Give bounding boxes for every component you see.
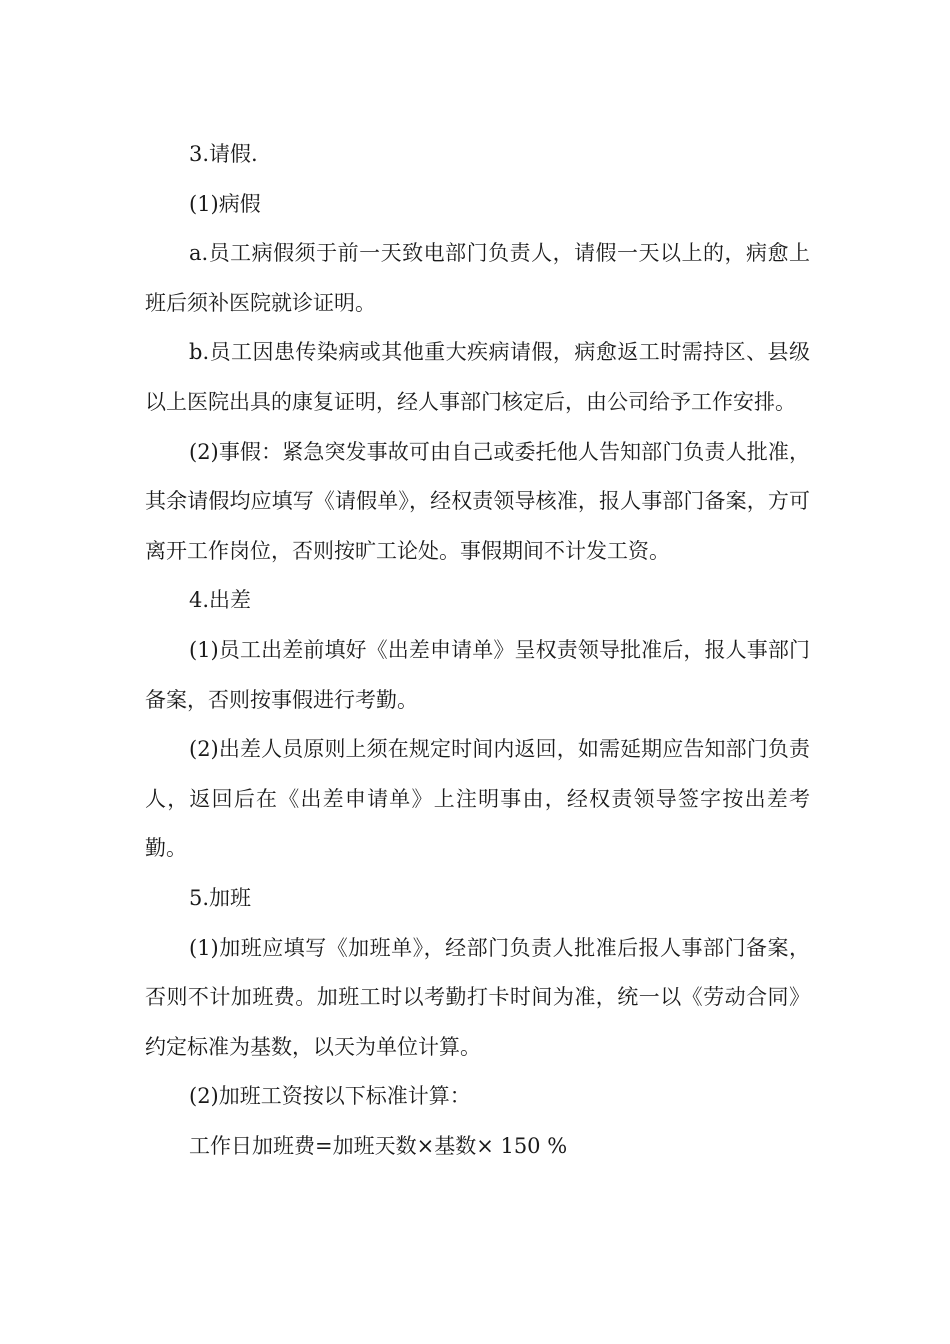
paragraph-business-trip-1: (1)员工出差前填好《出差申请单》呈权责领导批准后，报人事部门备案，否则按事假进行考勤。	[145, 637, 810, 712]
paragraph-overtime-1: (1)加班应填写《加班单》，经部门负责人批准后报人事部门备案，否则不计加班费。加班工时以考勤打卡时间为准，统一以《劳动合同》约定标准为基数，以天为单位计算。	[145, 935, 810, 1059]
section-heading-leave: 3.请假.	[189, 142, 258, 166]
paragraph-overtime-2: (2)加班工资按以下标准计算：	[189, 1084, 471, 1109]
paragraph-business-trip-2: (2)出差人员原则上须在规定时间内返回，如需延期应告知部门负责人，返回后在《出差申请单》上注明事由，经权责领导签字按出差考勤。	[145, 737, 810, 861]
document-page	[145, 130, 810, 1171]
section-heading-overtime: 5.加班	[189, 885, 252, 910]
paragraph-personal-leave: (2)事假：紧急突发事故可由自己或委托他人告知部门负责人批准，其余请假均应填写《请假单》，经权责领导核准，报人事部门备案，方可离开工作岗位，否则按旷工论处。事假期间不计发工资。	[145, 439, 810, 563]
paragraph-sick-leave-a: a.员工病假须于前一天致电部门负责人，请假一天以上的，病愈上班后须补医院就诊证明。	[145, 241, 810, 315]
formula-weekday-overtime: 工作日加班费=加班天数×基数× 150 %	[189, 1133, 568, 1158]
paragraph-sick-leave-b: b.员工因患传染病或其他重大疾病请假，病愈返工时需持区、县级以上医院出具的康复证明，经人事部门核定后，由公司给予工作安排。	[145, 340, 810, 414]
section-heading-business-trip: 4.出差	[189, 588, 252, 613]
subheading-sick-leave: (1)病假	[189, 191, 261, 216]
